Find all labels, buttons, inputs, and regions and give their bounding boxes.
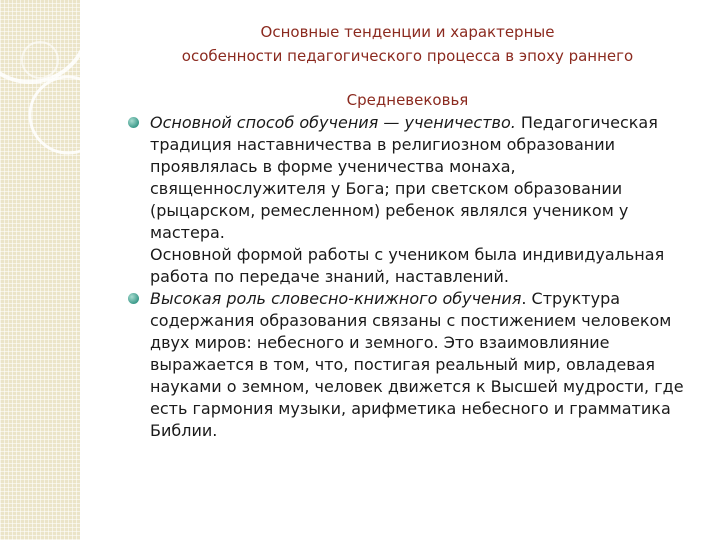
bullet-icon — [128, 117, 139, 128]
bullet-continuation: Основной формой работы с учеником была индивидуальная работа по передаче знаний, наставлений. — [150, 245, 665, 286]
decorative-circles — [0, 0, 80, 540]
bullet-lead: Высокая роль словесно-книжного обучения — [150, 289, 522, 308]
title-line-2: особенности педагогического процесса в эпоху раннего — [181, 47, 634, 65]
title-line-1: Основные тенденции и характерные — [260, 23, 555, 41]
bullet-text: Педагогическая традиция наставничества в религиозном образовании проявлялась в форме ученичества монаха, священнослужителя у Бога; при светском образовании (рыцарском, ремесленном) ребенок являлся учеником у мастера. — [150, 113, 658, 242]
title-line-3: Средневековья — [346, 91, 469, 109]
bullet-item-2 — [128, 288, 688, 442]
bullet-item-1 — [128, 112, 688, 244]
decorative-side-strip — [0, 0, 80, 540]
bullet-lead: Основной способ обучения — ученичество. — [150, 113, 516, 132]
bullet-icon — [128, 293, 139, 304]
bullet-text: . Структура содержания образования связаны с постижением человеком двух миров: небесного и земного. Это взаимовлияние выражается в том, что, постигая реальный мир, овладевая науками о земном, человек движется к Высшей мудрости, где есть гармония музыки, арифметика небесного и грамматика Библии. — [150, 289, 684, 440]
content-body — [128, 112, 688, 442]
slide-title — [120, 20, 695, 112]
